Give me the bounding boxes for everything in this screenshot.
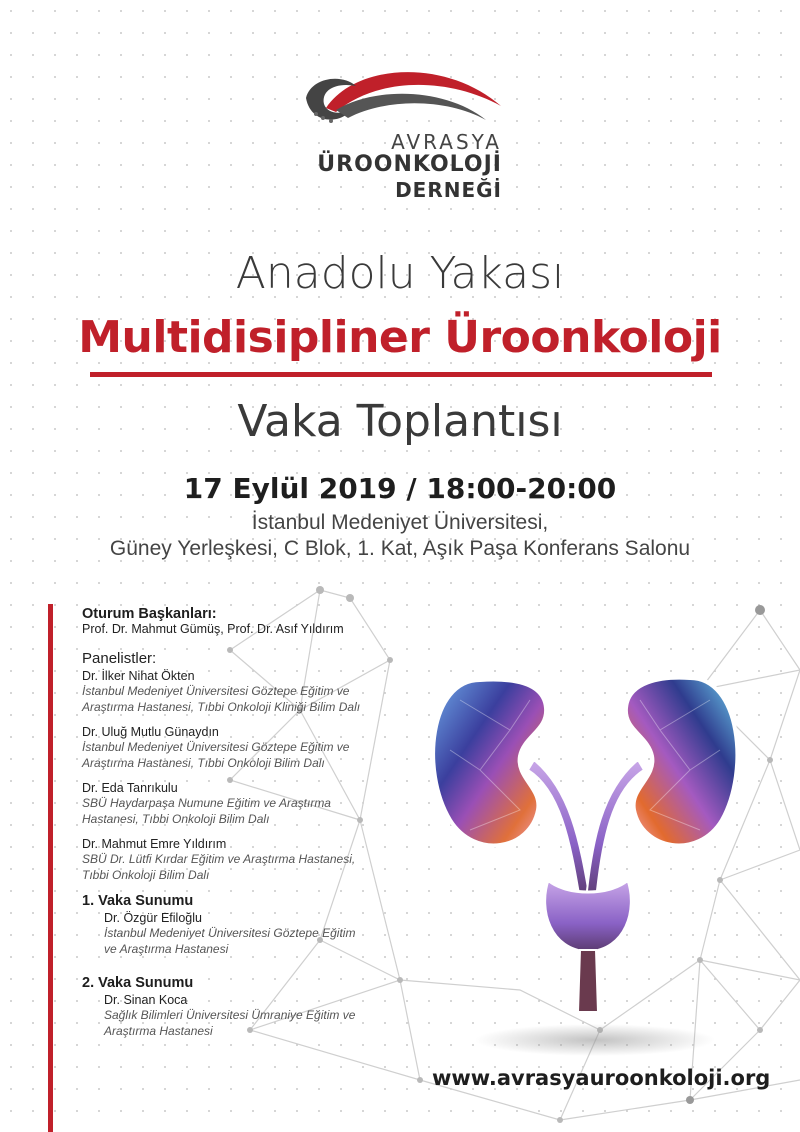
logo-line-1: AVRASYA <box>391 130 502 154</box>
panelist-item <box>82 725 412 771</box>
website-link[interactable]: www.avrasyauroonkoloji.org <box>432 1066 771 1090</box>
logo-line-2: ÜROONKOLOJİ <box>317 152 502 177</box>
event-venue-line-1: İstanbul Medeniyet Üniversitesi, <box>251 511 549 534</box>
panelist-affiliation-line-2: Araştırma Hastanesi, Tıbbi Onkoloji Kliniği Bilim Dalı <box>82 700 361 714</box>
title-line-1: Anadolu Yakası <box>235 248 565 299</box>
panelist-affiliation-line-1: SBÜ Dr. Lütfi Kırdar Eğitim ve Araştırma Hastanesi, <box>82 852 356 866</box>
panelist-name: Dr. Uluğ Mutlu Günaydın <box>82 725 219 739</box>
panelist-affiliation-line-2: Araştırma Hastanesi, Tıbbi Onkoloji Bilim Dalı <box>82 756 325 770</box>
panelist-affiliation-line-1: İstanbul Medeniyet Üniversitesi Göztepe Eğitim ve <box>82 684 350 698</box>
panelist-affiliation-line-1: İstanbul Medeniyet Üniversitesi Göztepe Eğitim ve <box>82 740 350 754</box>
panelist-affiliation-line-2: Hastanesi, Tıbbi Onkoloji Bilim Dalı <box>82 812 270 826</box>
logo-line-3: DERNEĞİ <box>395 178 502 202</box>
panelist-name: Dr. İlker Nihat Ökten <box>82 669 195 683</box>
chairs-block <box>82 606 412 636</box>
kidney-illustration-icon <box>420 660 760 1060</box>
case-presentation-item <box>82 893 412 957</box>
case-affiliation-line-2: Araştırma Hastanesi <box>104 1024 213 1038</box>
case-presentation-item <box>82 975 412 1039</box>
case-affiliation-line-2: ve Araştırma Hastanesi <box>104 942 229 956</box>
title-line-3: Vaka Toplantısı <box>237 396 563 447</box>
case-presenter-name: Dr. Sinan Koca <box>104 993 188 1007</box>
chairs-names: Prof. Dr. Mahmut Gümüş, Prof. Dr. Asıf Yıldırım <box>82 622 344 636</box>
case-affiliation-line-1: Sağlık Bilimleri Üniversitesi Ümraniye Eğitim ve <box>104 1008 356 1022</box>
program-section <box>82 606 412 1039</box>
case-presenter-name: Dr. Özgür Efiloğlu <box>104 911 202 925</box>
title-underline <box>90 372 712 377</box>
case-affiliation-line-1: İstanbul Medeniyet Üniversitesi Göztepe Eğitim <box>104 926 356 940</box>
case-heading: 1. Vaka Sunumu <box>82 893 194 909</box>
event-datetime: 17 Eylül 2019 / 18:00-20:00 <box>183 472 617 505</box>
panelist-affiliation-line-1: SBÜ Haydarpaşa Numune Eğitim ve Araştırma <box>82 796 331 810</box>
panelist-affiliation-line-2: Tıbbi Onkoloji Bilim Dalı <box>82 868 210 882</box>
left-accent-bar <box>48 604 53 1132</box>
title-line-2: Multidisipliner Üroonkoloji <box>78 312 722 363</box>
event-venue-line-2: Güney Yerleşkesi, C Blok, 1. Kat, Aşık Paşa Konferans Salonu <box>109 537 691 560</box>
panelist-item <box>82 669 412 715</box>
panelist-item <box>82 837 412 883</box>
case-heading: 2. Vaka Sunumu <box>82 975 194 991</box>
panelists-heading: Panelistler: <box>82 650 157 667</box>
panelist-name: Dr. Eda Tanrıkulu <box>82 781 178 795</box>
panelist-name: Dr. Mahmut Emre Yıldırım <box>82 837 227 851</box>
panelist-item <box>82 781 412 827</box>
association-logo <box>296 68 506 218</box>
chairs-heading: Oturum Başkanları: <box>82 606 217 622</box>
swoosh-logo-icon <box>296 68 506 138</box>
